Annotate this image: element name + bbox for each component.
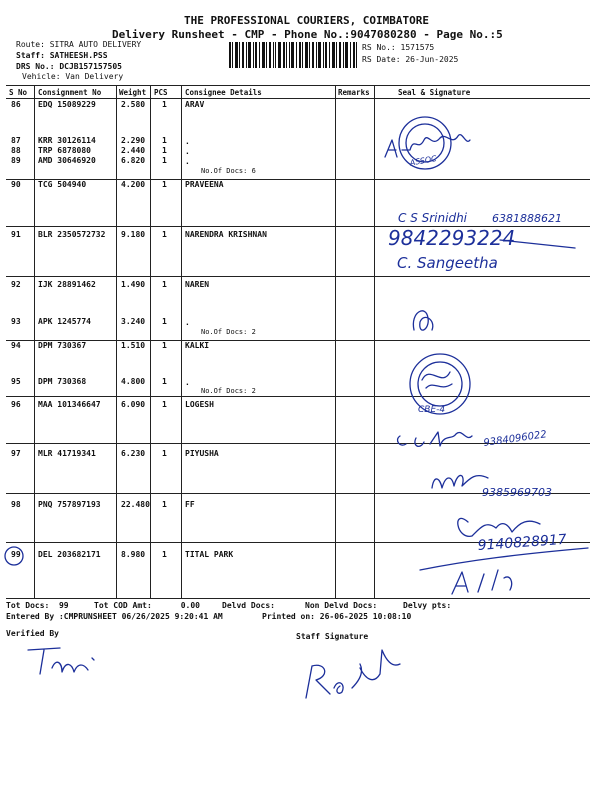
row-consignment: DEL 203682171	[38, 550, 101, 559]
row-weight: 2.580	[121, 100, 146, 109]
row-weight: 4.200	[121, 180, 146, 189]
row-consignee: NAREN	[185, 280, 210, 289]
assoc-stamp	[399, 117, 451, 169]
row-consignment: AMD 30646920	[38, 156, 96, 165]
row-consignee: TITAL PARK	[185, 550, 234, 559]
handwritten-name: C S Srinidhi	[398, 211, 468, 225]
row-pcs: 1	[162, 230, 167, 239]
delivery-points: Delvy pts:	[403, 601, 452, 610]
row-pcs: 1	[162, 180, 167, 189]
row-weight: 2.440	[121, 146, 146, 155]
row-consignment: KRR 30126114	[38, 136, 96, 145]
row-consignee: .	[185, 318, 190, 327]
cbe-stamp	[410, 354, 470, 415]
row-weight: 9.180	[121, 230, 146, 239]
row-weight: 8.980	[121, 550, 146, 559]
col-consignment: Consignment No	[38, 88, 102, 97]
row-pcs: 1	[162, 146, 167, 155]
row-consignee: ARAV	[185, 100, 205, 109]
signature-96	[398, 432, 472, 446]
row-pcs: 1	[162, 156, 167, 165]
row-sno: 96	[11, 400, 21, 409]
row-consignee: .	[185, 147, 190, 156]
row-sno: 97	[11, 449, 21, 458]
handwritten-phone: 9385969703	[482, 486, 552, 499]
staff-signature	[306, 650, 400, 698]
row-consignment: BLR 2350572732	[38, 230, 106, 239]
row-weight: 3.240	[121, 317, 146, 326]
row-consignee: KALKI	[185, 341, 210, 350]
row-consignee: LOGESH	[185, 400, 214, 409]
row-consignment: DPM 730367	[38, 341, 87, 350]
row-sno: 89	[11, 156, 21, 165]
company-title: THE PROFESSIONAL COURIERS, COIMBATORE	[184, 14, 430, 27]
row-consignee: .	[185, 157, 190, 166]
col-remarks: Remarks	[338, 88, 370, 97]
row-consignee: PIYUSHA	[185, 449, 219, 458]
row-pcs: 1	[162, 341, 167, 350]
row-sno: 90	[11, 180, 21, 189]
row-weight: 6.820	[121, 156, 146, 165]
row-pcs: 1	[162, 550, 167, 559]
col-seal-signature: Seal & Signature	[398, 88, 471, 97]
row-pcs: 1	[162, 280, 167, 289]
signature-97	[432, 475, 488, 488]
row-weight: 6.230	[121, 449, 146, 458]
docs-note: No.Of Docs: 2	[201, 328, 256, 336]
row-consignee: NARENDRA KRISHNAN	[185, 230, 267, 239]
route-label: Route: SITRA AUTO DELIVERY	[16, 40, 142, 49]
handwritten-name: C. Sangeetha	[397, 254, 498, 272]
row-sno: 86	[11, 100, 21, 109]
row-consignment: DPM 730368	[38, 377, 87, 386]
row-pcs: 1	[162, 317, 167, 326]
row-consignment: IJK 28891462	[38, 280, 96, 289]
row-99-circle	[5, 547, 23, 565]
printed-on: Printed on: 26-06-2025 10:08:10	[262, 612, 412, 621]
row-weight: 22.480	[121, 500, 150, 509]
row-weight: 6.090	[121, 400, 146, 409]
row-consignment: PNQ 757897193	[38, 500, 101, 509]
row-sno: 92	[11, 280, 21, 289]
signature-99	[452, 570, 512, 594]
row-consignment: MAA 101346647	[38, 400, 101, 409]
row-consignment: EDQ 15089229	[38, 100, 96, 109]
handwritten-phone: 6381888621	[492, 212, 562, 225]
row-weight: 1.510	[121, 341, 146, 350]
staff-signature-label: Staff Signature	[296, 632, 369, 641]
row-sno: 87	[11, 136, 21, 145]
row-weight: 1.490	[121, 280, 146, 289]
stamp-text: ASSOC	[409, 153, 438, 168]
col-pcs: PCS	[154, 88, 168, 97]
row-consignment: APK 1245774	[38, 317, 91, 326]
signature-89	[385, 135, 470, 157]
row-pcs: 1	[162, 400, 167, 409]
row-sno: 91	[11, 230, 21, 239]
row-pcs: 1	[162, 449, 167, 458]
row-consignee: .	[185, 378, 190, 387]
non-delivered-docs: Non Delvd Docs:	[305, 601, 378, 610]
entered-by: Entered By :CMPRUNSHEET 06/26/2025 9:20:41 AM	[6, 612, 223, 621]
total-cod-amount: Tot COD Amt: 0.00	[94, 601, 200, 610]
col-consignee: Consignee Details	[185, 88, 262, 97]
stamp-text: CBE-4	[418, 405, 446, 415]
row-consignee: PRAVEENA	[185, 180, 224, 189]
row-consignment: TCG 504940	[38, 180, 87, 189]
row-sno: 98	[11, 500, 21, 509]
row-sno: 88	[11, 146, 21, 155]
row-pcs: 1	[162, 136, 167, 145]
row-consignee: FF	[185, 500, 195, 509]
row-weight: 4.800	[121, 377, 146, 386]
row-weight: 2.290	[121, 136, 146, 145]
col-sno: S No	[9, 88, 28, 97]
rs-date: RS Date: 26-Jun-2025	[362, 55, 459, 64]
runsheet-subtitle: Delivery Runsheet - CMP - Phone No.:9047080280 - Page No.:5	[112, 28, 503, 41]
vehicle-label: Vehicle: Van Delivery	[22, 72, 124, 81]
docs-note: No.Of Docs: 2	[201, 387, 256, 395]
total-docs: Tot Docs: 99	[6, 601, 69, 610]
drs-number: DRS No.: DCJB157157505	[16, 62, 122, 71]
row-consignment: MLR 41719341	[38, 449, 96, 458]
row-sno: 94	[11, 341, 21, 350]
rs-number: RS No.: 1571575	[362, 43, 435, 52]
handwritten-phone: 9140828917	[477, 531, 568, 554]
row-sno: 99	[11, 550, 21, 559]
row-consignee: .	[185, 137, 190, 146]
docs-note: No.Of Docs: 6	[201, 167, 256, 175]
signature-93	[413, 311, 432, 330]
verified-by-label: Verified By	[6, 629, 59, 638]
row-consignment: TRP 6878080	[38, 146, 91, 155]
row-sno: 95	[11, 377, 21, 386]
row-sno: 93	[11, 317, 21, 326]
handwritten-phone: 9384096022	[482, 429, 548, 449]
col-weight: Weight	[119, 88, 147, 97]
row-pcs: 1	[162, 500, 167, 509]
verified-signature	[28, 648, 94, 674]
row-pcs: 1	[162, 100, 167, 109]
handwritten-phone: 9842293224	[388, 226, 516, 250]
delivered-docs: Delvd Docs:	[222, 601, 275, 610]
row-pcs: 1	[162, 377, 167, 386]
staff-label: Staff: SATHEESH.PSS	[16, 51, 108, 60]
